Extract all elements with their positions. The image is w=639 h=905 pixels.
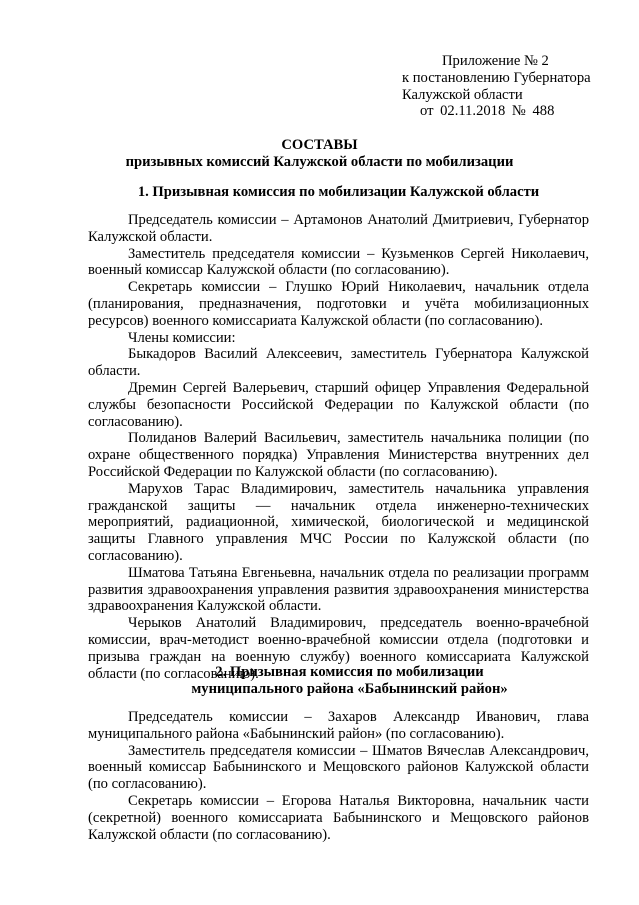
appendix-date-number: от 02.11.2018 № 488 — [420, 103, 555, 120]
section1-members-label: Члены комиссии: — [128, 329, 236, 346]
section1-chairman: Председатель комиссии – Артамонов Анатолий Дмитриевич, Губернатор Калужской области. — [88, 212, 589, 245]
appendix-number: Приложение № 2 — [442, 53, 549, 69]
section2-body — [88, 709, 589, 843]
document-title — [0, 137, 639, 171]
section1-member: Марухов Тарас Владимирович, заместитель начальника управления гражданской защиты — начальник отдела инженерно-технических мероприятий, радиационной, химической, биологической и медицинской защиты Главного управления МЧС России по Калужской области (по согласованию). — [88, 480, 589, 564]
section2-heading-line2: муниципального района «Бабынинский район» — [191, 680, 508, 697]
section1-body — [88, 212, 589, 682]
section1-heading-text: 1. Призывная комиссия по мобилизации Калужской области — [137, 184, 540, 200]
appendix-region: Калужской области — [402, 86, 523, 103]
section1-heading — [0, 184, 639, 201]
title-sub: призывных комиссий Калужской области по мобилизации — [125, 153, 514, 170]
section2-heading-line1: 2. Призывная комиссия по мобилизации — [215, 664, 484, 680]
section2-chairman: Председатель комиссии – Захаров Александр Иванович, глава муниципального района «Бабынинский район» (по согласованию). — [88, 709, 589, 742]
appendix-reference: к постановлению Губернатора — [402, 69, 591, 86]
section1-member: Черыков Анатолий Владимирович, председатель военно-врачебной комиссии, врач-методист военно-врачебной комиссии отдела (подготовки и призыва граждан на военную службу) военного комиссариата Калужской области (по согласованию). — [88, 615, 589, 682]
section1-member: Полиданов Валерий Васильевич, заместитель начальника полиции (по охране общественного порядка) Управления Министерства внутренних дел Российской Федерации по Калужской области (по согласованию). — [88, 430, 589, 480]
section2-secretary: Секретарь комиссии – Егорова Наталья Викторовна, начальник части (секретной) военного комиссариата Бабынинского и Мещовского районов Калужской области (по согласованию). — [88, 792, 589, 843]
title-main: СОСТАВЫ — [281, 137, 358, 153]
section1-secretary: Секретарь комиссии – Глушко Юрий Николаевич, начальник отдела (планирования, предназначения, подготовки и учёта мобилизационных ресурсов) военного комиссариата Калужской области (по согласованию). — [88, 279, 589, 329]
section1-member: Шматова Татьяна Евгеньевна, начальник отдела по реализации программ развития здравоохранения управления развития здравоохранения министерства здравоохранения Калужской области. — [88, 564, 589, 615]
section2-heading — [0, 664, 639, 698]
section1-member: Быкадоров Василий Алексеевич, заместитель Губернатора Калужской области. — [88, 346, 589, 380]
section2-deputy: Заместитель председателя комиссии – Шматов Вячеслав Александрович, военный комиссар Бабынинского и Мещовского районов Калужской области (по согласованию). — [88, 742, 589, 793]
section1-member: Дремин Сергей Валерьевич, старший офицер Управления Федеральной службы безопасности Российской Федерации по Калужской области (по согласованию). — [88, 379, 589, 430]
appendix-header — [402, 53, 632, 120]
section1-deputy: Заместитель председателя комиссии – Кузьменков Сергей Николаевич, военный комиссар Калужской области (по согласованию). — [88, 245, 589, 279]
